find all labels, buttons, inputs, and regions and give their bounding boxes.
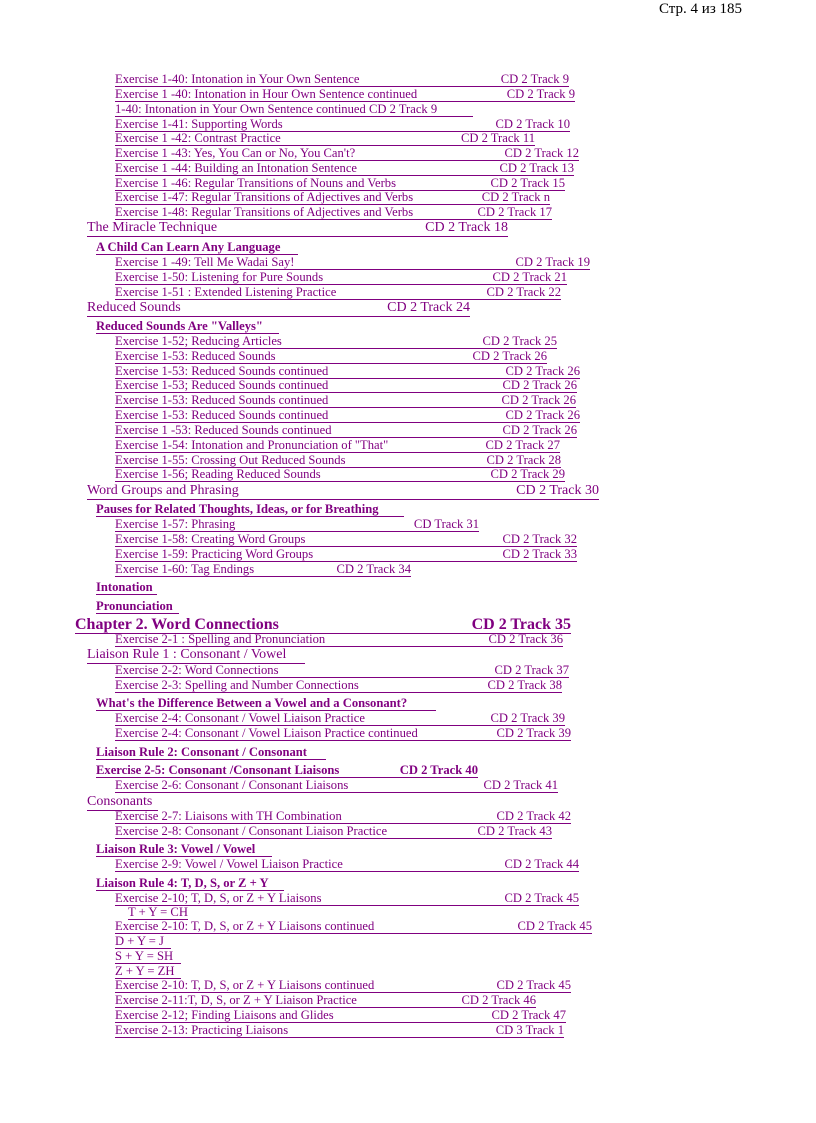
toc-subheading[interactable]: A Child Can Learn Any Language (96, 240, 298, 255)
toc-entry[interactable]: Exercise 2-2: Word Connections CD 2 Track 37 (115, 663, 569, 678)
toc-entry[interactable]: Exercise 1-59: Practicing Word Groups CD 2 Track 33 (115, 547, 577, 562)
toc-subheading[interactable]: Liaison Rule 3: Vowel / Vowel (96, 842, 272, 857)
page-number: Стр. 4 из 185 (659, 1, 742, 17)
toc-entry[interactable]: Exercise 1-56; Reading Reduced Sounds CD 2 Track 29 (115, 467, 565, 482)
toc-subheading[interactable]: Pauses for Related Thoughts, Ideas, or for Breathing (96, 502, 404, 517)
toc-entry[interactable]: Exercise 1-53: Reduced Sounds continued CD 2 Track 26 (115, 408, 580, 423)
toc-subheading[interactable]: Liaison Rule 2: Consonant / Consonant (96, 745, 326, 760)
toc-entry[interactable]: Exercise 1 -40: Intonation in Hour Own Sentence continued CD 2 Track 9 (115, 87, 575, 102)
toc-entry[interactable]: Exercise 1-40: Intonation in Your Own Sentence CD 2 Track 9 (115, 72, 569, 87)
toc-entry[interactable]: Exercise 2-10: T, D, S, or Z + Y Liaisons continued CD 2 Track 45 (115, 919, 592, 934)
toc-entry[interactable]: Exercise 2-9: Vowel / Vowel Liaison Practice CD 2 Track 44 (115, 857, 579, 872)
toc-entry[interactable]: Exercise 2-7: Liaisons with TH Combination CD 2 Track 42 (115, 809, 571, 824)
toc-entry[interactable]: Exercise 2-8: Consonant / Consonant Liaison Practice CD 2 Track 43 (115, 824, 552, 839)
toc-entry[interactable]: Exercise 1-53: Reduced Sounds CD 2 Track 26 (115, 349, 547, 364)
toc-entry[interactable]: Exercise 1-53: Reduced Sounds continued CD 2 Track 26 (115, 364, 580, 379)
toc-entry[interactable]: Exercise 1-48: Regular Transitions of Adjectives and Verbs CD 2 Track 17 (115, 205, 552, 220)
toc-rule-equation[interactable]: T + Y = CH (128, 905, 188, 920)
toc-entry[interactable]: Exercise 2-3: Spelling and Number Connections CD 2 Track 38 (115, 678, 562, 693)
toc-subheading[interactable]: Pronunciation (96, 599, 179, 614)
toc-entry[interactable]: Exercise 1-55: Crossing Out Reduced Sounds CD 2 Track 28 (115, 453, 561, 468)
toc-entry[interactable]: Exercise 1-50: Listening for Pure Sounds CD 2 Track 21 (115, 270, 567, 285)
toc-entry[interactable]: Exercise 1-60: Tag Endings CD 2 Track 34 (115, 562, 411, 577)
toc-subheading[interactable]: Reduced Sounds Are "Valleys" (96, 319, 279, 334)
toc-entry[interactable]: Exercise 1-47: Regular Transitions of Adjectives and Verbs CD 2 Track n (115, 190, 550, 205)
toc-entry[interactable]: Exercise 1-58: Creating Word Groups CD 2 Track 32 (115, 532, 577, 547)
toc-section[interactable]: Reduced Sounds CD 2 Track 24 (87, 300, 470, 316)
toc-entry[interactable]: Exercise 1-52; Reducing Articles CD 2 Track 25 (115, 334, 557, 349)
toc-entry[interactable]: Exercise 1 -49: Tell Me Wadai Say! CD 2 Track 19 (115, 255, 590, 270)
toc-entry[interactable]: Exercise 1 -46: Regular Transitions of Nouns and Verbs CD 2 Track 15 (115, 176, 565, 191)
toc-entry[interactable]: Exercise 2-12; Finding Liaisons and Glides CD 2 Track 47 (115, 1008, 566, 1023)
toc-entry[interactable]: Exercise 2-11:T, D, S, or Z + Y Liaison Practice CD 2 Track 46 (115, 993, 536, 1008)
toc-entry[interactable]: Exercise 1 -43: Yes, You Can or No, You Can't? CD 2 Track 12 (115, 146, 579, 161)
toc-rule-equation[interactable]: Z + Y = ZH (115, 964, 181, 979)
toc-entry[interactable]: Exercise 2-1 : Spelling and Pronunciation CD 2 Track 36 (115, 632, 563, 647)
toc-entry[interactable]: Exercise 1 -53: Reduced Sounds continued CD 2 Track 26 (115, 423, 577, 438)
toc-entry[interactable]: Exercise 2-10: T, D, S, or Z + Y Liaisons continued CD 2 Track 45 (115, 978, 571, 993)
toc-rule-equation[interactable]: S + Y = SH (115, 949, 181, 964)
toc-section[interactable]: Liaison Rule 1 : Consonant / Vowel (87, 647, 305, 664)
toc-entry[interactable]: Exercise 1 -42: Contrast Practice CD 2 Track 11 (115, 131, 535, 146)
toc-entry[interactable]: Exercise 1-53; Reduced Sounds continued CD 2 Track 26 (115, 378, 577, 393)
toc-entry[interactable]: Exercise 1 -44: Building an Intonation Sentence CD 2 Track 13 (115, 161, 574, 176)
toc-section[interactable]: Consonants (87, 794, 158, 811)
toc-section[interactable]: Word Groups and Phrasing CD 2 Track 30 (87, 483, 599, 499)
toc-entry[interactable]: Exercise 1-51 : Extended Listening Practice CD 2 Track 22 (115, 285, 561, 300)
toc-entry[interactable]: Exercise 1-54: Intonation and Pronunciation of "That" CD 2 Track 27 (115, 438, 560, 453)
toc-subheading[interactable]: Liaison Rule 4: T, D, S, or Z + Y (96, 876, 284, 891)
toc-entry[interactable]: Exercise 1-41: Supporting Words CD 2 Track 10 (115, 117, 570, 132)
toc-subheading[interactable]: Exercise 2-5: Consonant /Consonant Liaisons CD 2 Track 40 (96, 763, 478, 778)
toc-entry[interactable]: Exercise 2-4: Consonant / Vowel Liaison Practice CD 2 Track 39 (115, 711, 565, 726)
toc-subheading[interactable]: Intonation (96, 580, 157, 595)
toc-section[interactable]: The Miracle Technique CD 2 Track 18 (87, 220, 508, 236)
toc-entry[interactable]: Exercise 2-6: Consonant / Consonant Liaisons CD 2 Track 41 (115, 778, 558, 793)
toc-entry[interactable]: 1-40: Intonation in Your Own Sentence continued CD 2 Track 9 (115, 102, 473, 117)
toc-entry[interactable]: Exercise 1-57: Phrasing CD Track 31 (115, 517, 479, 532)
toc-entry[interactable]: Exercise 2-10; T, D, S, or Z + Y Liaisons CD 2 Track 45 (115, 891, 579, 906)
toc-entry[interactable]: Exercise 2-4: Consonant / Vowel Liaison Practice continued CD 2 Track 39 (115, 726, 571, 741)
toc-subheading[interactable]: What's the Difference Between a Vowel and a Consonant? (96, 696, 436, 711)
toc-rule-equation[interactable]: D + Y = J (115, 934, 171, 949)
toc-entry[interactable]: Exercise 1-53: Reduced Sounds continued CD 2 Track 26 (115, 393, 576, 408)
toc-entry[interactable]: Exercise 2-13: Practicing Liaisons CD 3 Track 1 (115, 1023, 564, 1038)
toc-chapter[interactable]: Chapter 2. Word Connections CD 2 Track 35 (75, 615, 571, 633)
